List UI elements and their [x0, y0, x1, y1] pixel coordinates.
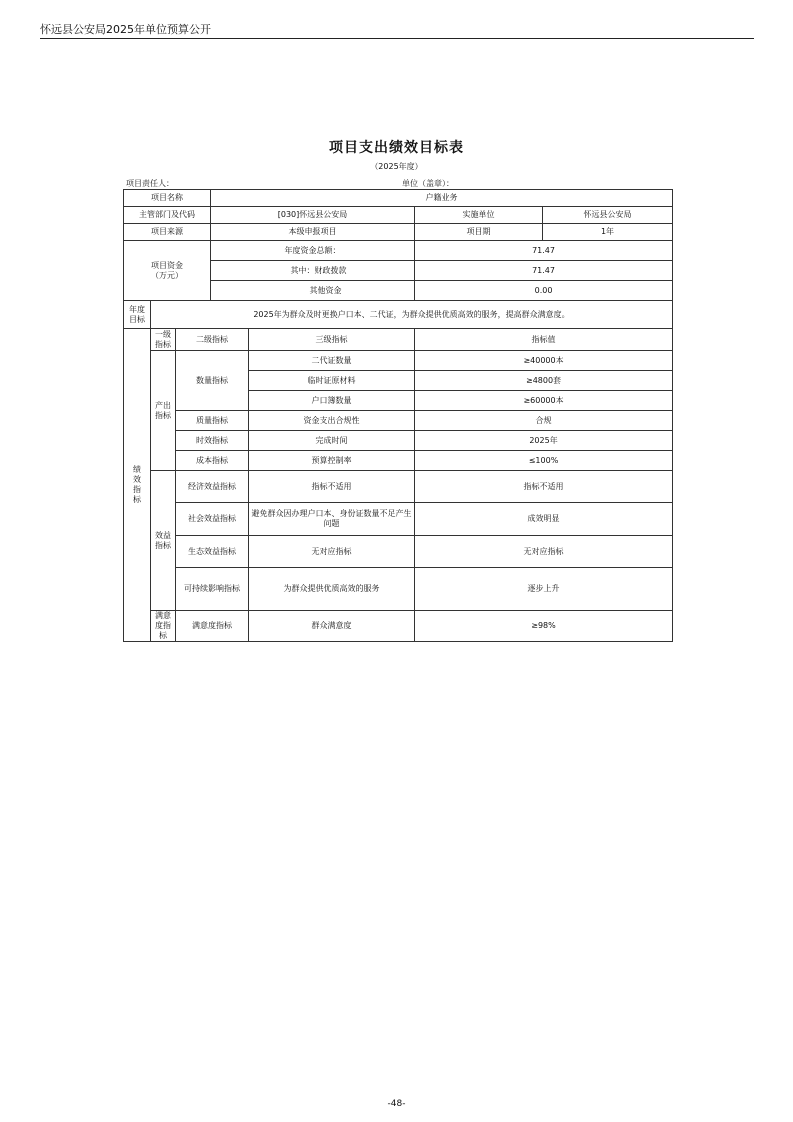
cost-indicator-label: 成本指标: [176, 451, 249, 471]
document-title: 项目支出绩效目标表: [329, 140, 464, 156]
quantity-3-value: ≥60000本: [415, 391, 673, 411]
sustainable-name: 为群众提供优质高效的服务: [249, 568, 415, 611]
implementing-unit-value: 怀远县公安局: [543, 207, 673, 224]
quantity-2-value: ≥4800套: [415, 371, 673, 391]
quality-name: 资金支出合规性: [249, 411, 415, 431]
quality-value: 合规: [415, 411, 673, 431]
annual-goal-label: 年度目标: [124, 301, 151, 329]
project-period-label: 项目期: [415, 224, 543, 241]
row-cost: [124, 451, 673, 471]
department-value: [030]怀远县公安局: [211, 207, 415, 224]
quantity-1-value: ≥40000本: [415, 351, 673, 371]
implementing-unit-label: 实施单位: [415, 207, 543, 224]
value-header: 指标值: [415, 329, 673, 351]
output-indicator-label: 产出指标: [151, 351, 176, 471]
quantity-3-name: 户口簿数量: [249, 391, 415, 411]
row-perf-header: [124, 329, 673, 351]
ecological-value: 无对应指标: [415, 536, 673, 568]
department-label: 主管部门及代码: [124, 207, 211, 224]
quantity-indicator-label: 数量指标: [176, 351, 249, 411]
economic-value: 指标不适用: [415, 471, 673, 503]
satisfaction-sub-label: 满意度指标: [176, 611, 249, 642]
project-name-value: 户籍业务: [211, 190, 673, 207]
project-period-value: 1年: [543, 224, 673, 241]
time-indicator-label: 时效指标: [176, 431, 249, 451]
economic-name: 指标不适用: [249, 471, 415, 503]
page-number: -48-: [387, 1099, 406, 1109]
performance-section-label: 绩效指标: [124, 329, 151, 642]
level1-header: 一级指标: [151, 329, 176, 351]
social-name: 避免群众因办理户口本、身份证数量不足产生问题: [249, 503, 415, 536]
project-fund-label: [124, 241, 211, 301]
satisfaction-name: 群众满意度: [249, 611, 415, 642]
cost-value: ≤100%: [415, 451, 673, 471]
project-fund-title: 项目资金: [151, 260, 183, 270]
row-ecological: [124, 536, 673, 568]
project-name-label: 项目名称: [124, 190, 211, 207]
social-indicator-label: 社会效益指标: [176, 503, 249, 536]
annual-goal-text: 2025年为群众及时更换户口本、二代证，为群众提供优质高效的服务，提高群众满意度。: [151, 301, 673, 329]
benefit-indicator-label: 效益指标: [151, 471, 176, 611]
row-quality: [124, 411, 673, 431]
fund-fiscal-value: 71.47: [415, 261, 673, 281]
unit-stamp-label: 单位（盖章）：: [402, 179, 454, 188]
fund-total-value: 71.47: [415, 241, 673, 261]
project-fund-unit: （万元）: [151, 270, 183, 280]
row-quantity-1: [124, 351, 673, 371]
row-annual-goal: [124, 301, 673, 329]
row-source: [124, 224, 673, 241]
project-source-value: 本级申报项目: [211, 224, 415, 241]
header-divider: [40, 38, 754, 39]
ecological-name: 无对应指标: [249, 536, 415, 568]
row-department: [124, 207, 673, 224]
row-economic: [124, 471, 673, 503]
quantity-2-name: 临时证原材料: [249, 371, 415, 391]
ecological-indicator-label: 生态效益指标: [176, 536, 249, 568]
satisfaction-value: ≥98%: [415, 611, 673, 642]
fund-other-label: 其他资金: [211, 281, 415, 301]
fund-total-label: 年度资金总额：: [211, 241, 415, 261]
level2-header: 二级指标: [176, 329, 249, 351]
quality-indicator-label: 质量指标: [176, 411, 249, 431]
social-value: 成效明显: [415, 503, 673, 536]
cost-name: 预算控制率: [249, 451, 415, 471]
satisfaction-indicator-label: 满意度指标: [151, 611, 176, 642]
time-name: 完成时间: [249, 431, 415, 451]
quantity-1-name: 二代证数量: [249, 351, 415, 371]
row-time: [124, 431, 673, 451]
fund-other-value: 0.00: [415, 281, 673, 301]
document-year: （2025年度）: [370, 162, 423, 171]
sustainable-indicator-label: 可持续影响指标: [176, 568, 249, 611]
row-fund-total: [124, 241, 673, 261]
row-project-name: [124, 190, 673, 207]
fund-fiscal-label: 其中：财政拨款: [211, 261, 415, 281]
responsible-label: 项目责任人：: [126, 179, 174, 188]
level3-header: 三级指标: [249, 329, 415, 351]
row-social: [124, 503, 673, 536]
page-header: 怀远县公安局2025年单位预算公开: [40, 23, 211, 36]
row-satisfaction: [124, 611, 673, 642]
time-value: 2025年: [415, 431, 673, 451]
performance-target-table: [123, 189, 673, 642]
row-sustainable: [124, 568, 673, 611]
sustainable-value: 逐步上升: [415, 568, 673, 611]
project-source-label: 项目来源: [124, 224, 211, 241]
economic-indicator-label: 经济效益指标: [176, 471, 249, 503]
